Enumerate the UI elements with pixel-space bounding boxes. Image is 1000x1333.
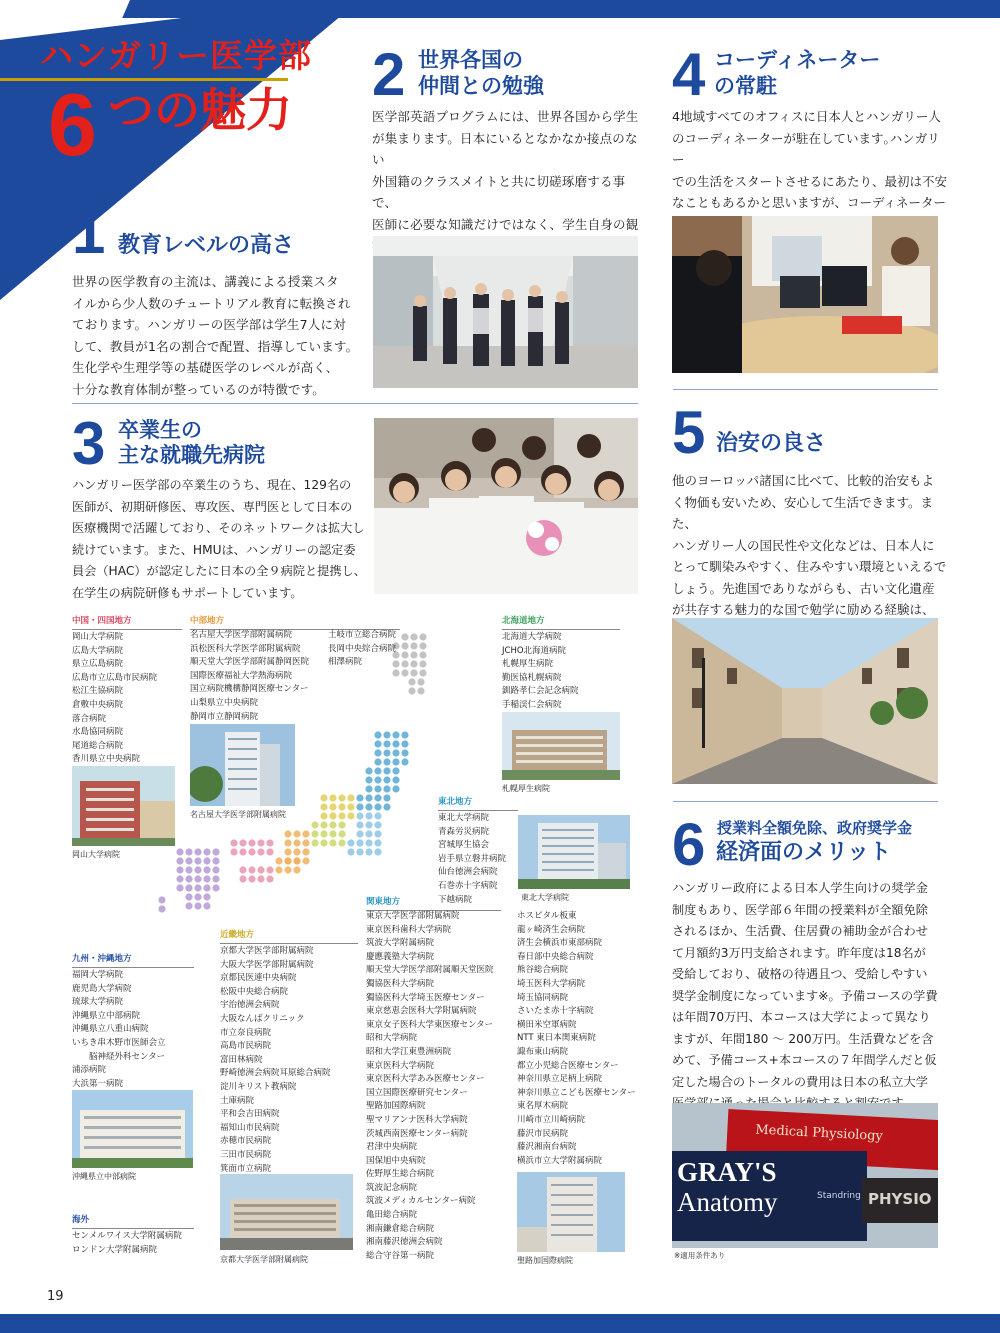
caption-st-lukes: 聖路加国際病院 (517, 1256, 573, 1265)
bottom-bar (0, 1314, 1000, 1333)
section4-title: コーディネーター の常駐 (714, 48, 881, 98)
caption-tohoku: 東北大学病院 (521, 893, 569, 902)
section6-footnote: ※適用条件あり (674, 1251, 726, 1260)
caption-nagoya: 名古屋大学医学部附属病院 (190, 810, 286, 819)
region-tohoku (438, 796, 518, 907)
section2-body: 医学部英語プログラムには、世界各国から学生 が集まります。日本にいるとなかなか接点のない 外国籍のクラスメイトと共に切磋琢磨する事で、 医師に必要な知識だけではなく、学生自身の観 (372, 109, 639, 232)
section3-number: 3 (72, 410, 106, 477)
region-kinki (220, 929, 360, 1176)
section3-body: ハンガリー医学部の卒業生のうち、現在、129名の 医師が、初期研修医、専攻医、専門医として日本の 医療機関で活躍しており、そのネットワークは拡大し 続けています。また、HMUは、ハンガリーの認定委 員会（HAC）が認定したに日本の全９病院と提携し、 在学生の病院研修もサポートしています。 (72, 478, 366, 600)
region-chugoku-list: 岡山大学病院 広島大学病院 県立広島病院 広島市立広島市民病院 松江生協病院 倉敷中央病院 落合病院 水島協同病院 尾道総合病院 香川県立中央病院 (72, 632, 158, 765)
section2-title: 世界各国の 仲間との勉強 (418, 48, 544, 98)
section6-body: ハンガリー政府による日本人学生向けの奨学金 制度もあり、医学部６年間の授業料が全額免除 されるほか、生活費、住居費の補助金が合わせ て月額約3万円支給されます。昨年度は18名が 受給しており、破格の待遇且つ、受給しやすい 奨学金制度になっています※。予備コースの学費 は年間70万円、本コースは大学によって異なり ますが、年間180 ～ 200万円。生活費などを含 めて、予備コース+本コースの７年間学んだと仮 定した場合のトータルの費用は日本の私立大学 (672, 881, 938, 1089)
divider-left-1 (72, 403, 638, 404)
st-lukes-hospital-photo (517, 1172, 625, 1252)
caption-kyoto: 京都大学医学部附属病院 (220, 1255, 308, 1264)
students-hallway-photo (373, 236, 638, 388)
kyoto-hospital-photo (220, 1174, 353, 1250)
region-chubu-list-a: 名古屋大学医学部附属病院 浜松医科大学医学部附属病院 順天堂大学医学部附属静岡医院 国際医療福祉大学熱海病院 国立病院機構静岡医療センター 山梨県立中央病院 静岡市立静岡病院 (190, 630, 310, 722)
section5-title: 治安の良さ (716, 431, 827, 456)
region-overseas-title: 海外 (72, 1214, 194, 1229)
region-chubu-list-b: 土岐市立総合病院 長岡中央綜合病院 相澤病院 (328, 630, 397, 668)
section6-title-line1: 授業料全額免除、政府奨学金 (717, 819, 913, 837)
section4-body: 4地域すべてのオフィスに日本人とハンガリー人 のコーディネーターが駐在しています｡ハンガリー での生活をスタートさせるにあたり、最初は不安 なこともあるかと思いますが、コーディネーター (672, 109, 948, 210)
section5-body: 他のヨーロッパ諸国に比べて、比較的治安もよ く物価も安いため、安心して生活できます。また、 ハンガリー人の国民性や文化などは、日本人に とって馴染みやすく、住みやすい環境といえるで しょう。先進国でありながらも、古い文化遺産 が共存する魅力的な国で勉学に励める経験は、 (672, 473, 947, 617)
caption-okayama: 岡山大学病院 (72, 850, 120, 859)
region-tohoku-title: 東北地方 (438, 796, 518, 811)
section1-number: 1 (72, 199, 106, 266)
caption-okinawa: 沖縄県立中部病院 (72, 1172, 136, 1181)
divider-right-2 (673, 801, 938, 802)
caption-sapporo: 札幌厚生病院 (502, 784, 550, 793)
page-number: 19 (47, 1289, 64, 1304)
region-overseas (72, 1214, 196, 1257)
section5-number: 5 (672, 399, 706, 466)
medical-books-photo (672, 1103, 938, 1248)
region-chubu-title: 中部地方 (190, 615, 400, 630)
budapest-street-photo (672, 618, 938, 784)
section6-title-line2: 経済面のメリット (716, 840, 892, 865)
book-physio: PHYSIO (862, 1178, 938, 1223)
region-hokkaido-title: 北海道地方 (502, 615, 620, 630)
region-hokkaido (502, 615, 620, 713)
section4-number: 4 (672, 41, 706, 108)
region-kanto-list-b: ホスピタル板東 龍ヶ崎済生会病院 済生会横浜市東部病院 春日部中央総合病院 熊谷総合病院 埼玉医科大学病院 埼玉協同病院 さいたま赤十字病院 横田米空軍病院 NTT 東日本関東病院 諏布東山病院 都立小児総合医療センター 神奈川県立足柄上病院 神奈川県立こども医療センター 東名厚木病院 川崎市立川崎病院 藤沢市民病院 藤沢湘南台病院 横浜市立大学附属病院 (517, 911, 636, 1166)
region-chugoku (72, 615, 182, 767)
region-hokkaido-list: 北海道大学病院 JCHO北海道病院 札幌厚生病院 勤医協札幌病院 釧路孝仁会記念病院 手稲渓仁会病院 (502, 632, 579, 710)
section1-title: 教育レベルの高さ (118, 233, 295, 258)
region-kyushu-title: 九州・沖縄地方 (72, 953, 194, 968)
region-kyushu-list: 福岡大学病院 鹿児島大学病院 琉球大学病院 沖縄県立中部病院 沖縄県立八重山病院 いちき串木野市医師会立 脳神経外科センター 浦添病院 大浜第一病院 (72, 970, 166, 1089)
header-title-line2: つの魅力 (108, 83, 292, 137)
section3-title: 卒業生の 主な就職先病院 (118, 418, 265, 467)
divider-right-1 (673, 389, 938, 390)
book-grays-anatomy: GRAY'S Anatomy Standring (672, 1151, 867, 1241)
region-kinki-list: 京都大学医学部附属病院 大阪大学医学部附属病院 京都民医連中央病院 松阪中央総合病院 宇治徳洲会病院 大阪なんばクリニック 市立奈良病院 高島市民病院 富田林病院 野崎徳洲会病院耳原総合病院 淀川キリスト教病院 土庫病院 平和会吉田病院 福知山市民病院 赤穂市民病院 三田市民病院 箕面市立病院 (220, 946, 331, 1174)
region-tohoku-list: 東北大学病院 青森労災病院 宮城厚生協会 岩手県立磐井病院 仙台徳洲会病院 石巻赤十字病院 下越病院 (438, 813, 507, 905)
okinawa-hospital-photo (72, 1090, 193, 1168)
section2-number: 2 (372, 41, 406, 108)
header-title-line1: ハンガリー医学部 (40, 36, 312, 75)
coordinator-office-photo (672, 216, 938, 373)
region-kanto-title: 関東地方 (366, 896, 501, 911)
region-kinki-title: 近畿地方 (220, 929, 358, 944)
section1-body: 世界の医学教育の主流は、講義による授業スタ イルから少人数のチュートリアル教育に転換され ております。ハンガリーの医学部は学生7人に対 して、教員が1名の割合で配置、指導しています。 生化学や生理学等の基礎医学のレベルが高く、 十分な教育体制が整っているのが特徴です。 (72, 274, 359, 397)
header-number: 6 (48, 75, 97, 174)
region-chugoku-title: 中国・四国地方 (72, 615, 182, 630)
header-underline (0, 78, 288, 81)
book-medical-physiology: Medical Physiology (726, 1109, 938, 1171)
okayama-hospital-photo (72, 766, 175, 846)
nagoya-hospital-photo (190, 724, 295, 806)
region-overseas-list: センメルワイス大学附属病院 ロンドン大学附属病院 (72, 1231, 182, 1255)
tohoku-hospital-photo (518, 815, 630, 889)
region-kyushu (72, 953, 196, 1091)
region-kanto-list-a: 東京大学医学部附属病院 東京医科歯科大学病院 筑波大学附属病院 慶應義塾大学病院 順天堂大学医学部附属順天堂医院 獨協医科大学病院 獨協医科大学埼玉医療センター 東京慈恵会医科大学附属病院 東京女子医科大学東医療センター 昭和大学病院 昭和大学江東豊洲病院 東京医科大学病院 東京医科大学あみ医療センター 国立国際医療研究センター 聖路加国際病院 聖マリアンナ医科大学病院 茨城西南医療センター病院 君津中央病院 国保旭中央病院 佐野厚生総合病院 筑波記念病院 筑波メディカルセンター病院 亀田総合病院 湘南鎌倉総合病院 湘南藤沢徳洲会病院 総合守谷第一病院 (366, 911, 494, 1261)
section6-number: 6 (672, 811, 706, 878)
graduates-photo (374, 418, 638, 594)
sapporo-hospital-photo (502, 712, 620, 780)
